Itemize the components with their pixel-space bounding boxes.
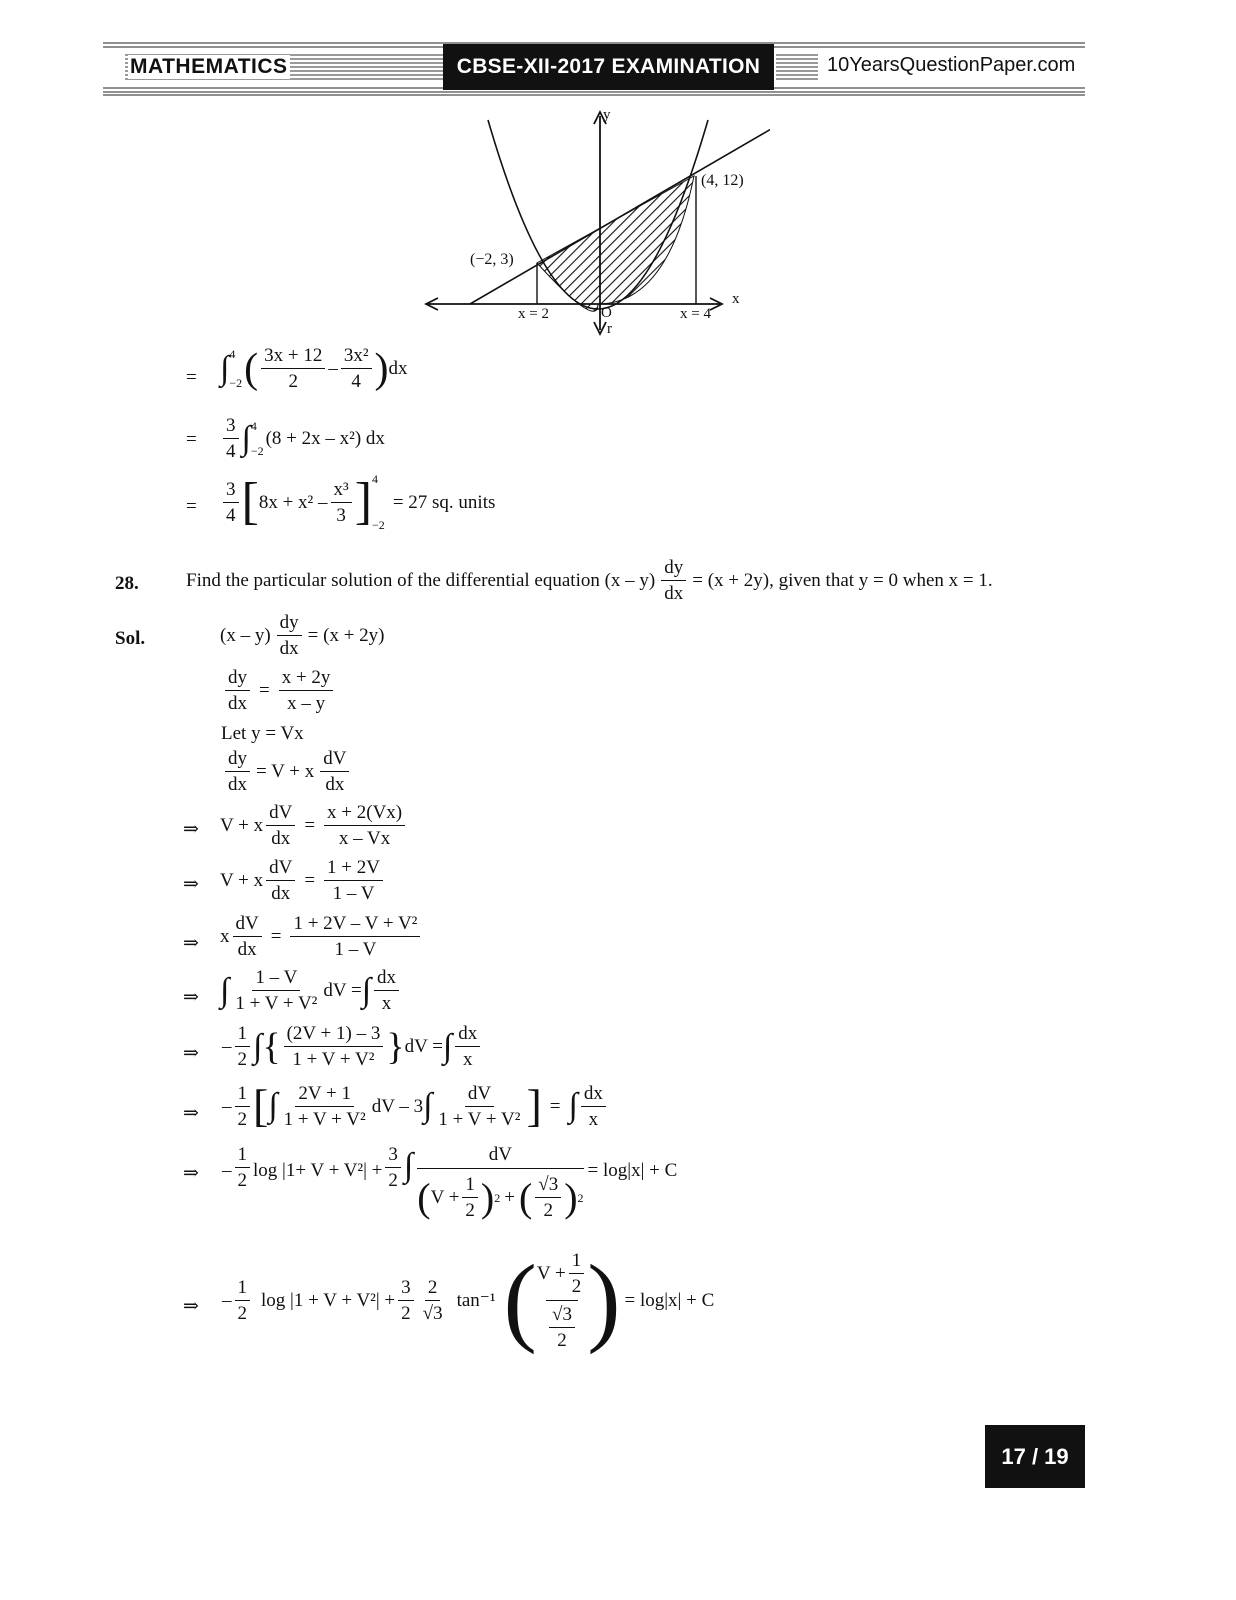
frac-den: dx [271, 828, 291, 849]
frac-den: 1 – V [332, 883, 375, 904]
frac-den: 4 [226, 441, 236, 462]
step-text: dV = [323, 980, 362, 1001]
step-result: = log|x| + C [587, 1160, 678, 1181]
frac-num: dV [465, 1084, 494, 1107]
eq-sign: = [549, 1095, 561, 1117]
frac-den: dx [271, 883, 291, 904]
step-text: dV = [404, 1036, 443, 1057]
frac-den: x [381, 993, 392, 1014]
step-text: V + [430, 1187, 460, 1208]
sol-step-1 [220, 613, 385, 658]
frac-den: 2 [237, 1049, 247, 1070]
lower-limit: −2 [250, 443, 264, 458]
step-text: log |1+ V + V²| + [253, 1160, 383, 1181]
eq-sign-3: = [186, 496, 197, 517]
bracket-body: 8x + x² – [258, 491, 328, 513]
eq-sign: = [259, 680, 270, 701]
plus-sign: + [504, 1187, 515, 1208]
area-result: = 27 sq. units [392, 491, 496, 513]
frac-num: 3 [223, 480, 239, 503]
frac-den: x – Vx [338, 828, 391, 849]
frac-den: dx [664, 583, 684, 604]
integral-symbol: ∫ [253, 1027, 263, 1065]
integral-symbol: ∫ [220, 971, 230, 1009]
frac-num: √3 [535, 1175, 561, 1198]
frac-num: dx [455, 1024, 480, 1047]
frac-num: 3x² [341, 346, 372, 369]
frac-den: 2 [237, 1108, 247, 1130]
integral-symbol: ∫ [241, 419, 251, 457]
header-site-link[interactable]: 10YearsQuestionPaper.com [823, 54, 1079, 77]
lower-limit: −2 [229, 375, 243, 390]
frac-num: dy [225, 749, 250, 772]
frac-den: 4 [351, 371, 361, 392]
question-number: 28. [115, 573, 139, 594]
frac-den: 2 [571, 1275, 582, 1297]
point-label-left: (−2, 3) [470, 251, 514, 268]
step-text: V + x [220, 870, 264, 891]
frac-den: 2 [465, 1200, 475, 1221]
eq-sign: = [304, 815, 316, 836]
dx-text: dx [388, 358, 408, 379]
step-text: tan⁻¹ [456, 1289, 496, 1311]
implies-arrow: ⇒ [183, 874, 199, 895]
sol-step-4 [222, 749, 352, 794]
minus-sign: – [222, 1036, 232, 1057]
frac-num: 2 [425, 1278, 441, 1301]
upper-limit: 4 [229, 347, 236, 362]
r-label: r [607, 321, 612, 337]
upper-limit: 4 [250, 419, 257, 434]
frac-num: 3x + 12 [261, 346, 325, 369]
frac-num: 1 [462, 1175, 478, 1198]
frac-num: dy [661, 558, 686, 581]
frac-num: 3 [385, 1145, 401, 1168]
frac-num: x + 2(Vx) [324, 803, 405, 826]
origin-label: O [601, 305, 612, 321]
frac-den: x [463, 1049, 473, 1070]
integral-line-1: ∫ 4 −2 ( $\frac{3x + 12}{2}$ – $\frac{\text{3x²}}{4}$ ) dx [220, 345, 408, 392]
header-exam-title: CBSE-XII-2017 EXAMINATION [443, 44, 774, 90]
frac-num: 1 [569, 1251, 585, 1274]
step-text: = V + x [256, 761, 315, 782]
frac-den: 2 [543, 1200, 553, 1221]
eq-sign: = [270, 926, 282, 947]
shaded-region [537, 176, 694, 311]
implies-arrow: ⇒ [183, 987, 199, 1008]
frac-den: dx [237, 939, 257, 960]
frac-den: 4 [226, 504, 236, 526]
frac-den: 2 [237, 1170, 247, 1191]
implies-arrow: ⇒ [183, 1163, 199, 1184]
sol-step-3: Let y = Vx [221, 723, 304, 744]
integral-symbol: ∫ [568, 1087, 578, 1124]
sol-step-5 [220, 803, 408, 848]
frac-num: 1 [235, 1145, 251, 1168]
frac-num: (2V + 1) – 3 [284, 1024, 384, 1047]
step-text: log |1 + V + V²| + [261, 1289, 396, 1311]
integral-symbol: ∫ [442, 1027, 453, 1065]
point-label-right: (4, 12) [701, 172, 744, 189]
sol-step-8 [220, 968, 402, 1013]
frac-den: dx [279, 638, 299, 659]
question-text-b: = (x + 2y), given that y = 0 when x = 1. [692, 570, 993, 591]
frac-den: 1 + V + V² [292, 1049, 375, 1070]
integral-symbol: ∫ [423, 1087, 433, 1124]
frac-num: 1 [235, 1278, 251, 1301]
lower-limit: −2 [372, 518, 385, 533]
implies-arrow: ⇒ [183, 1103, 199, 1124]
frac-num: 1 + 2V – V + V² [290, 914, 420, 937]
frac-num: x + 2y [279, 668, 334, 691]
frac-den: 1 + V + V² [283, 1108, 366, 1130]
frac-den: 3 [336, 504, 346, 526]
solution-label: Sol. [115, 628, 146, 649]
frac-den: x [588, 1108, 599, 1130]
line-label-right: x = 4 [680, 306, 711, 322]
frac-den: dx [325, 774, 345, 795]
frac-num: 2V + 1 [295, 1084, 354, 1107]
minus-sign: – [222, 1160, 232, 1181]
x-axis-label: x [732, 291, 740, 307]
integral-symbol: ∫ [361, 971, 372, 1009]
frac-num: 3 [398, 1278, 414, 1301]
step-result: = log|x| + C [624, 1289, 715, 1311]
upper-limit: 4 [372, 472, 379, 486]
evaluation-line: $\frac{3}{4}$ [ 8x + x² – $\frac{\text{x³}}{3}$ ] 4 −2 = 27 sq. units [220, 472, 495, 533]
frac-den: 1 + V + V² [235, 993, 318, 1014]
frac-num: 1 + 2V [324, 858, 383, 881]
sol-step-10: – $\frac{1}{2}$ [ ∫ $\frac{2V + 1}{\text{1 + V + V²}}$ dV – 3 ∫ $\frac{dV}{\text{1 + V + V²}}$ ] = ∫ $\frac{dx}{x}$ [222, 1083, 609, 1129]
frac-num: dV [488, 1144, 512, 1165]
frac-num: dy [225, 668, 250, 691]
frac-den: 2 [288, 371, 298, 392]
sol-step-11: – $\frac{1}{2}$ log |1+ V + V²| + $\frac{3}{2}$ ∫ dV ( V + $\frac{1}{2}$ ) 2 + ( $\frac{√3}{2}$ ) 2 = log|x| + C [222, 1144, 678, 1221]
frac-num: 1 – V [252, 968, 300, 991]
integral-symbol: ∫ [403, 1147, 414, 1184]
frac-num: dV [266, 803, 295, 826]
eq-sign: = [304, 870, 316, 891]
step-text: V + [536, 1262, 566, 1284]
frac-num: 1 [235, 1084, 251, 1107]
sol-step-6 [220, 858, 386, 903]
sol-step-7 [220, 914, 423, 959]
frac-den: 1 – V [334, 939, 377, 960]
header-subject: MATHEMATICS [130, 55, 288, 78]
step-text: = (x + 2y) [307, 625, 385, 646]
implies-arrow: ⇒ [183, 819, 199, 840]
eq-sign-2: = [186, 429, 197, 450]
area-graph [410, 108, 770, 340]
frac-den: x – y [287, 693, 326, 714]
sol-step-9: – $\frac{1}{2}$ ∫ { $\frac{(2V + 1) - 3}{\text{1 + V + V²}}$ } dV = ∫ $\frac{dx}{x}$ [222, 1024, 483, 1069]
line-label-left: x = 2 [518, 306, 549, 322]
frac-num: 1 [235, 1024, 251, 1047]
frac-num: dx [581, 1084, 606, 1107]
frac-num: dx [374, 968, 399, 991]
frac-den: 1 + V + V² [438, 1108, 521, 1130]
eq-sign-1: = [186, 367, 197, 388]
frac-den: 2 [388, 1170, 398, 1191]
question-text [186, 558, 993, 603]
frac-den: dx [228, 693, 247, 714]
frac-num: dy [277, 613, 302, 636]
frac-num: 3 [223, 416, 239, 439]
frac-num: dV [233, 914, 262, 937]
frac-den: 2 [237, 1302, 247, 1324]
sol-step-12: – $\frac{1}{2}$ log |1 + V + V²| + $\frac{3}{2}$ $\frac{2}{√3}$ tan⁻¹ ( V + $\frac{1}{2}$ $\frac{√3}{2}$ ) = log|x| + C [222, 1244, 715, 1355]
step-text: dV – 3 [371, 1095, 424, 1117]
implies-arrow: ⇒ [183, 1043, 199, 1064]
frac-num: dV [320, 749, 349, 772]
implies-arrow: ⇒ [183, 1296, 199, 1317]
step-text: x [220, 926, 230, 947]
integrand: (8 + 2x – x²) dx [265, 428, 385, 449]
frac-den: 2 [557, 1329, 567, 1351]
frac-num: √3 [549, 1305, 575, 1328]
minus-sign: – [328, 358, 338, 379]
minus-sign: – [222, 1095, 232, 1117]
page-indicator: 17 / 19 [985, 1425, 1085, 1488]
frac-den: dx [228, 774, 247, 795]
sol-step-2 [222, 668, 336, 713]
frac-den: 2 [401, 1302, 411, 1324]
y-axis-label: y [603, 107, 611, 123]
step-text: (x – y) [220, 625, 271, 646]
step-text: V + x [220, 815, 264, 836]
frac-den: √3 [422, 1302, 443, 1324]
integral-symbol: ∫ [220, 349, 230, 387]
implies-arrow: ⇒ [183, 933, 199, 954]
integral-symbol: ∫ [268, 1087, 278, 1124]
frac-num: x³ [331, 480, 352, 503]
frac-num: dV [266, 858, 295, 881]
minus-sign: – [222, 1289, 232, 1311]
question-text-a: Find the particular solution of the differential equation (x – y) [186, 570, 656, 591]
integral-line-2 [220, 416, 385, 461]
